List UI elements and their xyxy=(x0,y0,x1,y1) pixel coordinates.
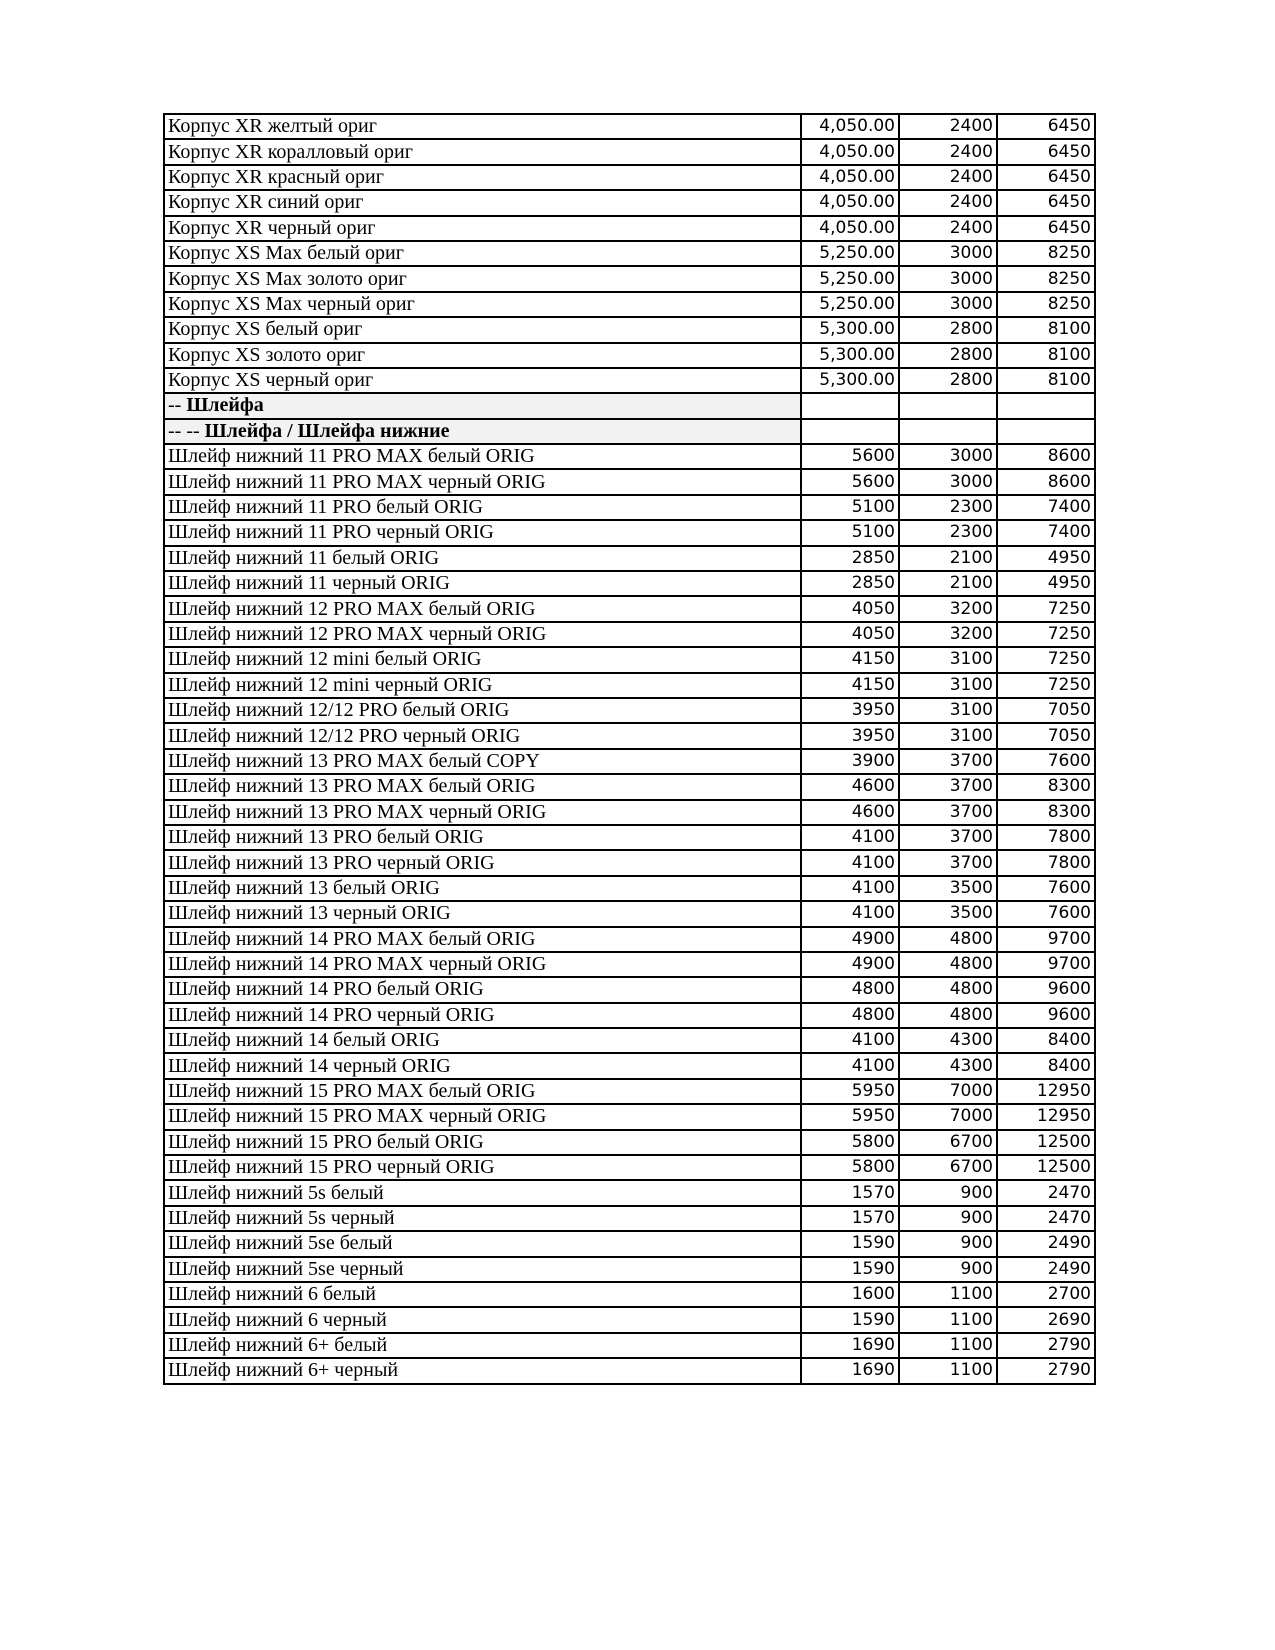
table-row xyxy=(164,622,1095,647)
item-name-cell: Корпус XR желтый ориг xyxy=(164,114,801,139)
price-cell: 4100 xyxy=(801,876,899,901)
table-row xyxy=(164,698,1095,723)
total-cell: 7800 xyxy=(997,825,1095,850)
price-cell: 4,050.00 xyxy=(801,165,899,190)
work-cell: 3000 xyxy=(899,266,997,291)
table-row xyxy=(164,469,1095,494)
work-cell: 4800 xyxy=(899,977,997,1002)
category-row xyxy=(164,393,1095,418)
total-cell: 6450 xyxy=(997,165,1095,190)
work-cell: 3700 xyxy=(899,825,997,850)
item-name-cell: Корпус XS белый ориг xyxy=(164,317,801,342)
item-name-cell: Шлейф нижний 12 mini черный ORIG xyxy=(164,673,801,698)
table-row xyxy=(164,800,1095,825)
total-cell: 12950 xyxy=(997,1079,1095,1104)
total-cell: 6450 xyxy=(997,139,1095,164)
table-row xyxy=(164,368,1095,393)
total-cell: 8100 xyxy=(997,317,1095,342)
item-name-cell: Шлейф нижний 13 белый ORIG xyxy=(164,876,801,901)
price-cell: 4150 xyxy=(801,673,899,698)
price-cell: 1690 xyxy=(801,1333,899,1358)
item-name-cell: Шлейф нижний 12/12 PRO черный ORIG xyxy=(164,723,801,748)
item-name-cell: Шлейф нижний 14 PRO MAX черный ORIG xyxy=(164,952,801,977)
item-name-cell: Шлейф нижний 11 PRO черный ORIG xyxy=(164,520,801,545)
price-cell: 1570 xyxy=(801,1206,899,1231)
total-cell: 7800 xyxy=(997,850,1095,875)
table-row xyxy=(164,266,1095,291)
item-name-cell: Шлейф нижний 15 PRO черный ORIG xyxy=(164,1155,801,1180)
total-cell: 12950 xyxy=(997,1104,1095,1129)
table-row xyxy=(164,241,1095,266)
total-cell: 2470 xyxy=(997,1180,1095,1205)
table-row xyxy=(164,1053,1095,1078)
price-cell: 1570 xyxy=(801,1180,899,1205)
total-cell: 2690 xyxy=(997,1307,1095,1332)
work-cell: 3700 xyxy=(899,850,997,875)
table-row xyxy=(164,1028,1095,1053)
item-name-cell: Шлейф нижний 5s черный xyxy=(164,1206,801,1231)
table-row xyxy=(164,673,1095,698)
price-cell: 4,050.00 xyxy=(801,190,899,215)
price-cell: 4900 xyxy=(801,927,899,952)
table-row xyxy=(164,774,1095,799)
work-cell: 2300 xyxy=(899,520,997,545)
total-cell: 7600 xyxy=(997,749,1095,774)
price-cell: 4,050.00 xyxy=(801,114,899,139)
total-cell: 8250 xyxy=(997,266,1095,291)
item-name-cell: Шлейф нижний 11 PRO MAX белый ORIG xyxy=(164,444,801,469)
table-row xyxy=(164,1358,1095,1383)
item-name-cell: Шлейф нижний 13 черный ORIG xyxy=(164,901,801,926)
table-row xyxy=(164,216,1095,241)
work-cell: 1100 xyxy=(899,1307,997,1332)
price-cell: 5800 xyxy=(801,1155,899,1180)
price-cell: 1690 xyxy=(801,1358,899,1383)
total-cell: 2700 xyxy=(997,1282,1095,1307)
item-name-cell: Шлейф нижний 14 черный ORIG xyxy=(164,1053,801,1078)
work-cell: 1100 xyxy=(899,1333,997,1358)
price-cell: 1600 xyxy=(801,1282,899,1307)
price-cell: 4100 xyxy=(801,850,899,875)
table-row xyxy=(164,114,1095,139)
work-cell: 3500 xyxy=(899,901,997,926)
table-row xyxy=(164,1155,1095,1180)
item-name-cell: Шлейф нижний 5s белый xyxy=(164,1180,801,1205)
item-name-cell: Корпус XS Max белый ориг xyxy=(164,241,801,266)
price-cell: 5,300.00 xyxy=(801,343,899,368)
item-name-cell: Шлейф нижний 12 PRO MAX белый ORIG xyxy=(164,596,801,621)
item-name-cell: Шлейф нижний 12 PRO MAX черный ORIG xyxy=(164,622,801,647)
price-cell: 4800 xyxy=(801,977,899,1002)
total-cell: 7600 xyxy=(997,876,1095,901)
item-name-cell: Корпус XR красный ориг xyxy=(164,165,801,190)
total-cell: 7050 xyxy=(997,723,1095,748)
price-cell xyxy=(801,419,899,444)
total-cell: 7400 xyxy=(997,495,1095,520)
item-name-cell: Шлейф нижний 5se белый xyxy=(164,1231,801,1256)
category-name-cell xyxy=(164,393,801,418)
category-prefix: -- xyxy=(168,394,187,417)
category-title: Шлейфа / Шлейфа нижние xyxy=(204,419,450,442)
item-name-cell: Корпус XS золото ориг xyxy=(164,343,801,368)
item-name-cell: Шлейф нижний 15 PRO белый ORIG xyxy=(164,1130,801,1155)
total-cell: 7250 xyxy=(997,673,1095,698)
table-row xyxy=(164,1257,1095,1282)
total-cell: 8100 xyxy=(997,343,1095,368)
price-cell: 5950 xyxy=(801,1104,899,1129)
total-cell: 2790 xyxy=(997,1358,1095,1383)
total-cell xyxy=(997,393,1095,418)
work-cell: 3000 xyxy=(899,469,997,494)
work-cell: 3200 xyxy=(899,622,997,647)
item-name-cell: Шлейф нижний 11 PRO MAX черный ORIG xyxy=(164,469,801,494)
item-name-cell: Шлейф нижний 5se черный xyxy=(164,1257,801,1282)
item-name-cell: Шлейф нижний 12 mini белый ORIG xyxy=(164,647,801,672)
item-name-cell: Шлейф нижний 11 белый ORIG xyxy=(164,546,801,571)
total-cell: 8600 xyxy=(997,444,1095,469)
table-row xyxy=(164,1307,1095,1332)
table-row xyxy=(164,190,1095,215)
table-row xyxy=(164,927,1095,952)
total-cell: 12500 xyxy=(997,1130,1095,1155)
work-cell: 900 xyxy=(899,1257,997,1282)
work-cell: 4300 xyxy=(899,1028,997,1053)
item-name-cell: Корпус XR синий ориг xyxy=(164,190,801,215)
total-cell: 7250 xyxy=(997,596,1095,621)
price-cell: 4600 xyxy=(801,800,899,825)
price-cell: 4,050.00 xyxy=(801,216,899,241)
total-cell xyxy=(997,419,1095,444)
work-cell: 6700 xyxy=(899,1155,997,1180)
table-row xyxy=(164,571,1095,596)
table-row xyxy=(164,546,1095,571)
category-prefix: -- -- xyxy=(168,419,205,442)
price-cell: 1590 xyxy=(801,1307,899,1332)
total-cell: 2490 xyxy=(997,1231,1095,1256)
table-row xyxy=(164,495,1095,520)
work-cell: 7000 xyxy=(899,1104,997,1129)
price-cell: 4600 xyxy=(801,774,899,799)
price-cell: 4900 xyxy=(801,952,899,977)
item-name-cell: Шлейф нижний 13 PRO белый ORIG xyxy=(164,825,801,850)
table-row xyxy=(164,1130,1095,1155)
work-cell xyxy=(899,419,997,444)
price-cell: 5,250.00 xyxy=(801,241,899,266)
category-name-cell xyxy=(164,419,801,444)
item-name-cell: Шлейф нижний 14 PRO MAX белый ORIG xyxy=(164,927,801,952)
total-cell: 4950 xyxy=(997,571,1095,596)
price-cell: 3900 xyxy=(801,749,899,774)
item-name-cell: Шлейф нижний 6 белый xyxy=(164,1282,801,1307)
item-name-cell: Шлейф нижний 6+ белый xyxy=(164,1333,801,1358)
work-cell: 4800 xyxy=(899,927,997,952)
price-cell: 2850 xyxy=(801,571,899,596)
item-name-cell: Шлейф нижний 12/12 PRO белый ORIG xyxy=(164,698,801,723)
table-row xyxy=(164,444,1095,469)
price-cell: 5600 xyxy=(801,444,899,469)
work-cell: 6700 xyxy=(899,1130,997,1155)
price-cell: 4100 xyxy=(801,1053,899,1078)
item-name-cell: Шлейф нижний 13 PRO черный ORIG xyxy=(164,850,801,875)
work-cell: 4800 xyxy=(899,952,997,977)
price-cell: 5,300.00 xyxy=(801,368,899,393)
work-cell: 1100 xyxy=(899,1358,997,1383)
table-row xyxy=(164,1333,1095,1358)
total-cell: 6450 xyxy=(997,216,1095,241)
price-cell: 5800 xyxy=(801,1130,899,1155)
total-cell: 7250 xyxy=(997,622,1095,647)
work-cell: 900 xyxy=(899,1231,997,1256)
work-cell: 2400 xyxy=(899,216,997,241)
total-cell: 8250 xyxy=(997,241,1095,266)
price-table xyxy=(163,113,1096,1385)
price-cell: 5950 xyxy=(801,1079,899,1104)
price-cell: 1590 xyxy=(801,1257,899,1282)
table-row xyxy=(164,1079,1095,1104)
item-name-cell: Корпус XS черный ориг xyxy=(164,368,801,393)
table-row xyxy=(164,1003,1095,1028)
table-row xyxy=(164,343,1095,368)
table-row xyxy=(164,1206,1095,1231)
work-cell: 2100 xyxy=(899,546,997,571)
price-cell: 4,050.00 xyxy=(801,139,899,164)
price-cell: 5,250.00 xyxy=(801,266,899,291)
total-cell: 8600 xyxy=(997,469,1095,494)
table-row xyxy=(164,977,1095,1002)
work-cell: 2800 xyxy=(899,343,997,368)
category-row xyxy=(164,419,1095,444)
work-cell: 4300 xyxy=(899,1053,997,1078)
work-cell: 3200 xyxy=(899,596,997,621)
total-cell: 8250 xyxy=(997,292,1095,317)
work-cell: 3700 xyxy=(899,749,997,774)
work-cell: 900 xyxy=(899,1180,997,1205)
table-row xyxy=(164,596,1095,621)
work-cell: 3100 xyxy=(899,673,997,698)
table-row xyxy=(164,1180,1095,1205)
price-cell: 5,300.00 xyxy=(801,317,899,342)
table-row xyxy=(164,1231,1095,1256)
total-cell: 8300 xyxy=(997,800,1095,825)
table-row xyxy=(164,292,1095,317)
item-name-cell: Шлейф нижний 14 PRO белый ORIG xyxy=(164,977,801,1002)
work-cell: 3100 xyxy=(899,647,997,672)
work-cell: 7000 xyxy=(899,1079,997,1104)
work-cell: 2400 xyxy=(899,139,997,164)
work-cell: 2800 xyxy=(899,317,997,342)
total-cell: 9600 xyxy=(997,1003,1095,1028)
total-cell: 7250 xyxy=(997,647,1095,672)
work-cell: 3100 xyxy=(899,723,997,748)
work-cell: 3000 xyxy=(899,444,997,469)
table-row xyxy=(164,723,1095,748)
price-cell: 4050 xyxy=(801,596,899,621)
total-cell: 2490 xyxy=(997,1257,1095,1282)
category-title: Шлейфа xyxy=(186,394,264,417)
work-cell: 3100 xyxy=(899,698,997,723)
total-cell: 8300 xyxy=(997,774,1095,799)
price-cell: 4100 xyxy=(801,825,899,850)
total-cell: 7600 xyxy=(997,901,1095,926)
work-cell: 3700 xyxy=(899,774,997,799)
price-cell: 2850 xyxy=(801,546,899,571)
total-cell: 9700 xyxy=(997,952,1095,977)
price-cell: 3950 xyxy=(801,723,899,748)
work-cell: 4800 xyxy=(899,1003,997,1028)
table-row xyxy=(164,647,1095,672)
item-name-cell: Шлейф нижний 13 PRO MAX черный ORIG xyxy=(164,800,801,825)
work-cell: 3000 xyxy=(899,241,997,266)
work-cell: 2400 xyxy=(899,165,997,190)
price-cell: 1590 xyxy=(801,1231,899,1256)
work-cell: 2800 xyxy=(899,368,997,393)
price-cell: 5100 xyxy=(801,495,899,520)
table-row xyxy=(164,1282,1095,1307)
work-cell: 3000 xyxy=(899,292,997,317)
price-cell xyxy=(801,393,899,418)
item-name-cell: Шлейф нижний 15 PRO MAX черный ORIG xyxy=(164,1104,801,1129)
work-cell: 1100 xyxy=(899,1282,997,1307)
total-cell: 12500 xyxy=(997,1155,1095,1180)
work-cell: 3500 xyxy=(899,876,997,901)
item-name-cell: Корпус XR черный ориг xyxy=(164,216,801,241)
total-cell: 8400 xyxy=(997,1028,1095,1053)
total-cell: 2790 xyxy=(997,1333,1095,1358)
total-cell: 4950 xyxy=(997,546,1095,571)
price-cell: 5,250.00 xyxy=(801,292,899,317)
item-name-cell: Корпус XS Max черный ориг xyxy=(164,292,801,317)
total-cell: 6450 xyxy=(997,114,1095,139)
price-cell: 4150 xyxy=(801,647,899,672)
total-cell: 6450 xyxy=(997,190,1095,215)
work-cell: 2400 xyxy=(899,114,997,139)
work-cell: 2300 xyxy=(899,495,997,520)
work-cell: 900 xyxy=(899,1206,997,1231)
table-row xyxy=(164,749,1095,774)
work-cell xyxy=(899,393,997,418)
total-cell: 2470 xyxy=(997,1206,1095,1231)
price-cell: 5600 xyxy=(801,469,899,494)
total-cell: 7050 xyxy=(997,698,1095,723)
total-cell: 7400 xyxy=(997,520,1095,545)
table-row xyxy=(164,952,1095,977)
table-row xyxy=(164,165,1095,190)
price-table-body xyxy=(164,114,1095,1384)
total-cell: 8100 xyxy=(997,368,1095,393)
item-name-cell: Шлейф нижний 6+ черный xyxy=(164,1358,801,1383)
item-name-cell: Шлейф нижний 15 PRO MAX белый ORIG xyxy=(164,1079,801,1104)
item-name-cell: Корпус XR коралловый ориг xyxy=(164,139,801,164)
item-name-cell: Шлейф нижний 6 черный xyxy=(164,1307,801,1332)
item-name-cell: Шлейф нижний 11 PRO белый ORIG xyxy=(164,495,801,520)
work-cell: 2100 xyxy=(899,571,997,596)
total-cell: 9600 xyxy=(997,977,1095,1002)
price-cell: 4800 xyxy=(801,1003,899,1028)
price-cell: 5100 xyxy=(801,520,899,545)
total-cell: 8400 xyxy=(997,1053,1095,1078)
price-cell: 3950 xyxy=(801,698,899,723)
table-row xyxy=(164,1104,1095,1129)
table-row xyxy=(164,825,1095,850)
item-name-cell: Шлейф нижний 14 PRO черный ORIG xyxy=(164,1003,801,1028)
price-cell: 4050 xyxy=(801,622,899,647)
price-cell: 4100 xyxy=(801,901,899,926)
item-name-cell: Шлейф нижний 14 белый ORIG xyxy=(164,1028,801,1053)
item-name-cell: Шлейф нижний 13 PRO MAX белый COPY xyxy=(164,749,801,774)
item-name-cell: Корпус XS Max золото ориг xyxy=(164,266,801,291)
table-row xyxy=(164,520,1095,545)
total-cell: 9700 xyxy=(997,927,1095,952)
table-row xyxy=(164,876,1095,901)
table-row xyxy=(164,317,1095,342)
table-row xyxy=(164,850,1095,875)
work-cell: 2400 xyxy=(899,190,997,215)
work-cell: 3700 xyxy=(899,800,997,825)
price-cell: 4100 xyxy=(801,1028,899,1053)
table-row xyxy=(164,139,1095,164)
item-name-cell: Шлейф нижний 13 PRO MAX белый ORIG xyxy=(164,774,801,799)
table-row xyxy=(164,901,1095,926)
item-name-cell: Шлейф нижний 11 черный ORIG xyxy=(164,571,801,596)
